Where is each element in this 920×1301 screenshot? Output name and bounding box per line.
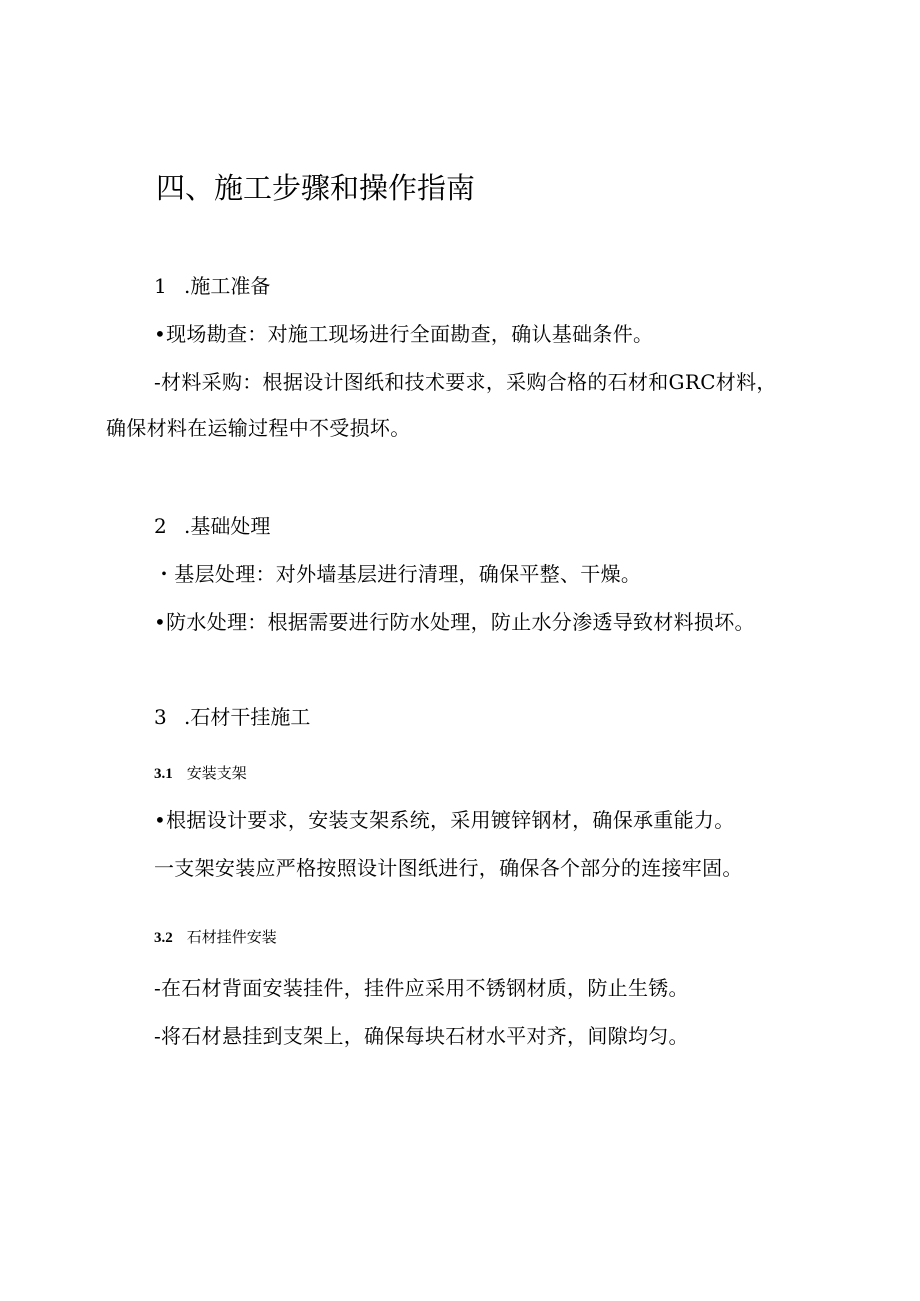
subsection-heading-3-2 — [154, 926, 277, 947]
section-title: .基础处理 — [184, 514, 271, 538]
paragraph-line: -材料采购：根据设计图纸和技术要求，采购合格的石材和GRC材料， — [154, 370, 777, 394]
paragraph-line: -将石材悬挂到支架上，确保每块石材水平对齐，间隙均匀。 — [154, 1024, 689, 1048]
subsection-heading-3-1 — [154, 762, 247, 783]
subsection-number: 3.2 — [154, 930, 173, 946]
paragraph-line: 确保材料在运输过程中不受损坏。 — [106, 416, 411, 440]
paragraph-line: 一支架安装应严格按照设计图纸进行，确保各个部分的连接牢固。 — [154, 856, 743, 880]
chapter-title: 四、施工步骤和操作指南 — [156, 171, 476, 205]
paragraph-line: -在石材背面安装挂件，挂件应采用不锈钢材质，防止生锈。 — [154, 976, 689, 1000]
section-number: 1 — [154, 274, 167, 298]
section-heading-2 — [154, 510, 270, 539]
section-number: 2 — [154, 514, 167, 538]
section-heading-1 — [154, 270, 270, 299]
paragraph-line: •防水处理：根据需要进行防水处理，防止水分渗透导致材料损坏。 — [154, 610, 755, 634]
subsection-number: 3.1 — [154, 766, 173, 782]
paragraph-line: •现场勘查：对施工现场进行全面勘查，确认基础条件。 — [154, 322, 654, 346]
subsection-title: 石材挂件安装 — [186, 928, 277, 946]
section-title: .施工准备 — [184, 274, 271, 298]
section-heading-3 — [154, 701, 310, 730]
subsection-title: 安装支架 — [186, 764, 247, 782]
paragraph-line: ・基层处理：对外墙基层进行清理，确保平整、干燥。 — [154, 562, 642, 586]
section-number: 3 — [154, 705, 167, 729]
paragraph-line: •根据设计要求，安装支架系统，采用镀锌钢材，确保承重能力。 — [154, 808, 735, 832]
section-title: .石材干挂施工 — [184, 705, 311, 729]
